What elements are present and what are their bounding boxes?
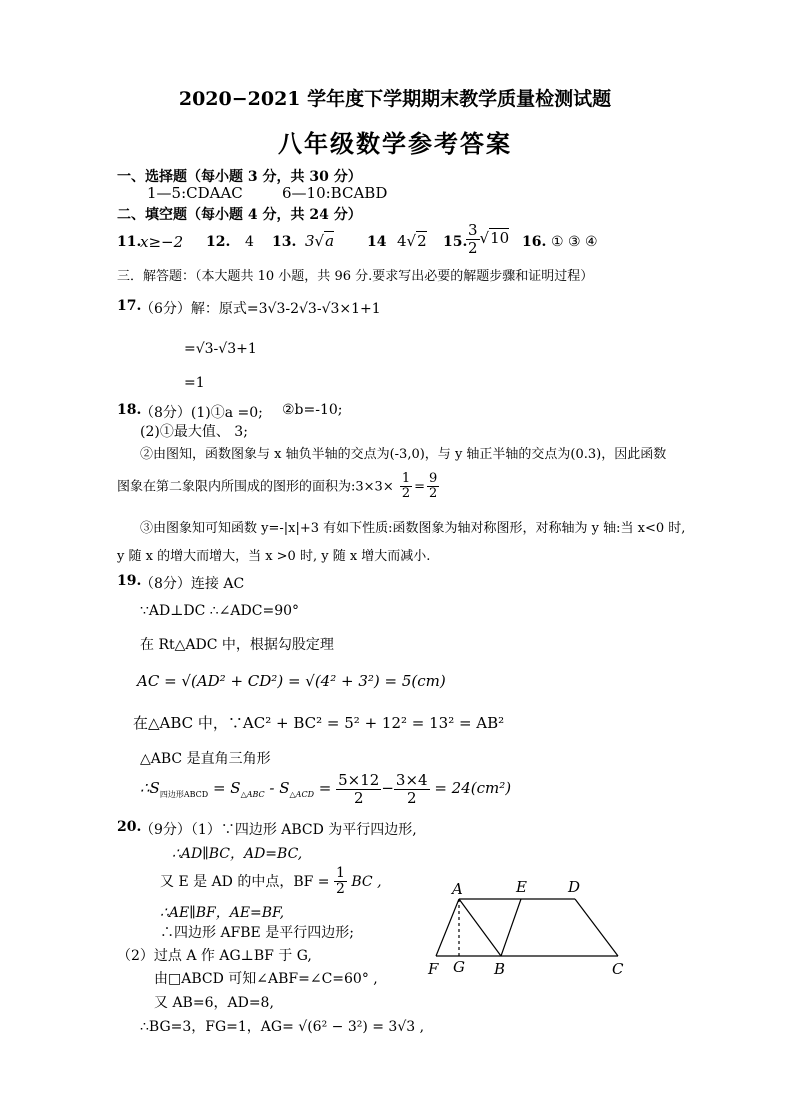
q19-line7-e: = 24(cm²): [434, 779, 512, 797]
q18-line4-text: 图象在第二象限内所围成的图形的面积为:3×3×: [117, 479, 394, 495]
q18-line1b: ②b=-10;: [282, 402, 343, 418]
q19-line5: 在△ABC 中，∵AC² + BC² = 5² + 12² = 13² = AB²: [133, 714, 505, 732]
line-EB: [501, 899, 521, 956]
q15-denominator: 2: [468, 238, 478, 257]
q20-line3-b: BC ,: [351, 873, 382, 890]
q20-line2: ∴AD∥BC，AD=BC,: [172, 846, 303, 862]
q18-line6: y 随 x 的增大而增大，当 x >0 时, y 随 x 增大而减小.: [117, 549, 431, 564]
q20-line3: [160, 866, 382, 898]
q19-line2: ∵AD⊥DC ∴∠ADC=90°: [140, 603, 300, 619]
q14-coef: 4: [397, 232, 407, 250]
q19-line4: AC = √(AD² + CD²) = √(4² + 3²) = 5(cm): [137, 672, 446, 690]
section1-answers-a: 1—5:CDAAC: [147, 184, 243, 202]
q17-label: 17.: [117, 298, 142, 314]
q18-line2: (2)①最大值、 3;: [140, 424, 248, 440]
q11-value: x≥−2: [140, 233, 184, 251]
q16-label: 16.: [522, 234, 547, 250]
label-G: G: [453, 958, 465, 976]
q19-label: 19.: [117, 573, 142, 589]
q20-line7: 由□ABCD 可知∠ABF=∠C=60° ,: [154, 971, 378, 987]
q15-fraction: [466, 222, 480, 256]
q19-frac2: [394, 772, 430, 806]
q20-line1: （9分）（1）∵四边形 ABCD 为平行四边形,: [140, 822, 417, 838]
q19-frac2-den: 2: [406, 788, 417, 807]
geometry-figure: [420, 876, 640, 986]
q19-line7-c: - S: [264, 779, 290, 797]
document-subtitle: 八年级数学参考答案: [278, 129, 512, 158]
section1-heading: 一、选择题（每小题 3 分，共 30 分）: [117, 169, 362, 185]
q20-frac-den: 2: [336, 881, 345, 898]
q19-line7-b: = S: [208, 779, 241, 797]
q19-line7-sub2: △ABC: [240, 790, 265, 799]
q14-label: 14: [367, 234, 387, 250]
q18-line4: [117, 472, 441, 502]
q19-frac2-num: 3×4: [395, 771, 428, 789]
section1-answers-b: 6—10:BCABD: [282, 184, 388, 202]
q12-value: 4: [245, 234, 254, 250]
q12-label: 12.: [206, 234, 231, 250]
q13-label: 13.: [272, 234, 297, 250]
q20-label: 20.: [117, 819, 142, 835]
line-AF: [436, 899, 459, 956]
q16-value: ① ③ ④: [551, 234, 598, 250]
label-C: C: [612, 960, 624, 978]
q18-label: 18.: [117, 402, 142, 418]
q15-value: $\frac{3}{2}$ √10: [468, 221, 510, 257]
q20-line3-a: 又 E 是 AD 的中点，BF =: [160, 873, 330, 890]
line-DC: [575, 899, 618, 956]
line-AB: [459, 899, 501, 956]
label-F: F: [428, 960, 439, 978]
q17-line3: =1: [184, 375, 205, 391]
q18-frac2-den: 2: [429, 486, 438, 502]
q19-line7-sub3: △ACD: [289, 790, 314, 799]
section3-heading: 三．解答题：（本大题共 10 小题，共 96 分.要求写出必要的解题步骤和证明过程）: [117, 269, 594, 284]
q15-label: 15.: [443, 234, 468, 250]
q20-line9: ∴BG=3，FG=1，AG= √(6² − 3²) = 3√3 ,: [140, 1019, 425, 1035]
q13-value: 3√a: [305, 232, 335, 250]
q11-label: 11.: [117, 234, 142, 250]
q19-frac1-num: 5×12: [338, 771, 380, 789]
label-B: B: [494, 960, 506, 978]
q19-frac1-den: 2: [353, 788, 364, 807]
q17-line1: （6分）解：原式=3√3-2√3-√3×1+1: [140, 301, 381, 317]
q20-line8: 又 AB=6，AD=8,: [154, 995, 274, 1011]
q20-line4: ∴AE∥BF，AE=BF,: [160, 905, 285, 921]
q19-line7-d: =: [314, 779, 332, 797]
q20-line6: （2）过点 A 作 AG⊥BF 于 G,: [117, 948, 312, 964]
q19-line7: [140, 772, 511, 806]
q14-radicand: 2: [417, 232, 427, 250]
q19-line7-sub1: 四边形ABCD: [159, 790, 209, 799]
q15-numerator: 3: [468, 221, 478, 239]
q18-frac1: [400, 472, 412, 502]
q19-line3: 在 Rt△ADC 中，根据勾股定理: [140, 637, 334, 653]
label-D: D: [568, 878, 581, 896]
q19-line6: △ABC 是直角三角形: [140, 751, 271, 767]
q18-frac2-num: 9: [429, 471, 438, 486]
q14-value: 4√2: [397, 232, 427, 250]
q19-line7-a: ∴S: [140, 779, 160, 797]
q19-minus: −: [381, 779, 394, 797]
q18-frac1-num: 1: [401, 471, 411, 486]
q20-frac-num: 1: [336, 865, 345, 881]
section2-heading: 二、填空题（每小题 4 分，共 24 分）: [117, 207, 362, 223]
q13-coef: 3: [305, 232, 315, 250]
q20-line5: ∴四边形 AFBE 是平行四边形;: [160, 925, 354, 941]
q17-line2: =√3-√3+1: [184, 341, 257, 357]
q18-eq: =: [414, 479, 426, 495]
q18-frac2: [427, 472, 439, 502]
q20-frac: [334, 866, 347, 898]
q19-line1: （8分）连接 AC: [140, 576, 245, 592]
q19-frac1: [336, 772, 381, 806]
label-E: E: [516, 878, 527, 896]
document-title: 2020−2021 学年度下学期期末教学质量检测试题: [178, 88, 612, 110]
label-A: A: [452, 880, 463, 898]
q13-radicand: a: [325, 232, 335, 250]
q18-line3: ②由图知，函数图象与 x 轴负半轴的交点为(-3,0)，与 y 轴正半轴的交点为(0.3)，因此函数: [140, 447, 667, 462]
q15-radicand: 10: [490, 229, 510, 247]
q18-frac1-den: 2: [401, 486, 411, 502]
q18-line1: （8分）(1)①a =0;: [140, 405, 263, 421]
q18-line5: ③由图象知可知函数 y=-|x|+3 有如下性质:函数图象为轴对称图形，对称轴为 y 轴:当 x<0 时,: [140, 521, 686, 536]
